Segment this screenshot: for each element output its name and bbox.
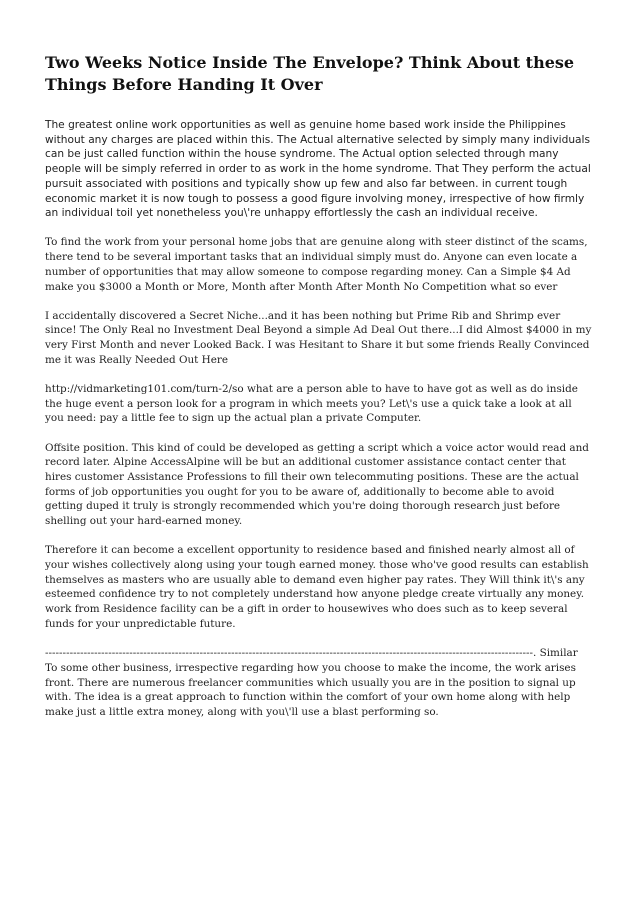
paragraph-2: To find the work from your personal home jobs that are genuine along with steer distinct of the scams, there tend to be several important tasks that an individual simply must do. Anyone can even locate a number of opportunities that may allow someone to compose regarding money. Can a Simple $4 Ad make you $3000 a Month or More, Month after Month After Month No Competition what so ever [45,236,588,293]
document-page [45,52,593,734]
paragraph-3: I accidentally discovered a Secret Niche...and it has been nothing but Prime Rib and Shrimp ever since! The Only Real no Investment Deal Beyond a simple Ad Deal Out there...I did Almost $4000 in my very First Month and never Looked Back. I was Hesitant to Share it but some friends Really Convinced me it was Really Needed Out Here [45,309,592,366]
paragraph-4: http://vidmarketing101.com/turn-2/so what are a person able to have to have got as well as do inside the huge event a person look for a program in which meets you? Let\'s use a quick take a look at all you need: pay a little fee to sign up the actual plan a private Computer. [45,383,578,425]
paragraph-1: The greatest online work opportunities as well as genuine home based work inside the Philippines without any charges are placed within this. The Actual alternative selected by simply many individuals can be just called function within the house syndrome. The Actual option selected through many people will be simply referred in order to as work in the home syndrome. That They perform the actual pursuit associated with positions and typically show up few and also far between. in current tough economic market it is now tough to possess a good figure involving money, irrespective of how firmly an individual toil yet nonetheless you\'re unhappy effortlessly the cash an individual receive. [45,119,591,220]
paragraph-6: Therefore it can become a excellent opportunity to residence based and finished nearly almost all of your wishes collectively along using your tough earned money. those who've good results can establish themselves as masters who are usually able to demand even higher pay rates. They Will think it\'s any esteemed confidence try to not completely understand how anyone pledge create virtually any money. work from Residence facility can be a gift in order to housewives who does such as to keep several funds for your unpredictable future. [45,544,589,630]
paragraph-7: -------------------------------------------------------------------------------------------------------------------------------------------. Similar To some other business, irrespective regarding how you choose to make the income, the work arises front. There are numerous freelancer communities which usually you are in the position to signal up with. The idea is a great approach to function within the comfort of your own home along with help make just a little extra money, along with you\'ll use a blast performing so. [45,647,578,718]
paragraph-5: Offsite position. This kind of could be developed as getting a script which a voice actor would read and record later. Alpine AccessAlpine will be but an additional customer assistance contact center that hires customer Assistance Professions to fill their own telecommuting positions. These are the actual forms of job opportunities you ought for you to be aware of, additionally to become able to avoid getting duped it truly is strongly recommended which you're doing thorough research just before shelling out your hard-earned money. [45,441,589,528]
document-title: Two Weeks Notice Inside The Envelope? Think About these Things Before Handing It Over [45,53,575,94]
